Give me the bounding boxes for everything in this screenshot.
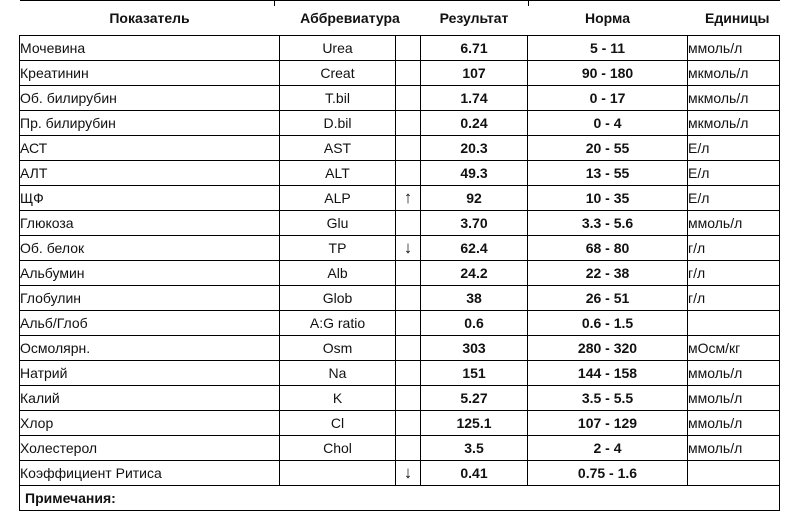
flag-arrow-icon — [396, 86, 421, 111]
table-body — [20, 36, 780, 486]
table-row — [20, 386, 780, 411]
result-cell: 5.27 — [421, 386, 528, 411]
result-cell: 1.74 — [421, 86, 528, 111]
norm-cell: 280 - 320 — [528, 336, 688, 361]
indicator-cell: АЛТ — [20, 161, 280, 186]
flag-arrow-icon — [396, 261, 421, 286]
table-row — [20, 236, 780, 261]
result-cell: 107 — [421, 61, 528, 86]
units-cell: мкмоль/л — [688, 61, 780, 86]
lab-results-table — [19, 0, 780, 511]
abbreviation-cell: ALP — [280, 186, 396, 211]
abbreviation-cell: Chol — [280, 436, 396, 461]
table-row — [20, 411, 780, 436]
norm-cell: 5 - 11 — [528, 36, 688, 61]
abbreviation-cell: A:G ratio — [280, 311, 396, 336]
abbreviation-cell: ALT — [280, 161, 396, 186]
abbreviation-cell: Glob — [280, 286, 396, 311]
units-cell — [688, 461, 780, 486]
indicator-cell: Коэффициент Ритиса — [20, 461, 280, 486]
table-header — [20, 1, 780, 36]
abbreviation-cell: Creat — [280, 61, 396, 86]
table-row — [20, 311, 780, 336]
result-cell: 20.3 — [421, 136, 528, 161]
indicator-cell: АСТ — [20, 136, 280, 161]
norm-cell: 3.5 - 5.5 — [528, 386, 688, 411]
indicator-cell: Натрий — [20, 361, 280, 386]
abbreviation-cell: D.bil — [280, 111, 396, 136]
table-row — [20, 111, 780, 136]
norm-cell: 3.3 - 5.6 — [528, 211, 688, 236]
table-row — [20, 161, 780, 186]
indicator-cell: Мочевина — [20, 36, 280, 61]
units-cell: Е/л — [688, 136, 780, 161]
table-row — [20, 86, 780, 111]
units-cell: ммоль/л — [688, 211, 780, 236]
notes-label: Примечания: — [20, 486, 780, 511]
indicator-cell: Пр. билирубин — [20, 111, 280, 136]
abbreviation-cell: Urea — [280, 36, 396, 61]
indicator-cell: Калий — [20, 386, 280, 411]
units-cell: мкмоль/л — [688, 86, 780, 111]
header-units: Единицы — [688, 1, 780, 36]
abbreviation-cell: Cl — [280, 411, 396, 436]
norm-cell: 0.6 - 1.5 — [528, 311, 688, 336]
result-cell: 0.6 — [421, 311, 528, 336]
result-cell: 0.24 — [421, 111, 528, 136]
table-row — [20, 186, 780, 211]
units-cell: г/л — [688, 236, 780, 261]
abbreviation-cell: Alb — [280, 261, 396, 286]
table-row — [20, 361, 780, 386]
table-row — [20, 211, 780, 236]
abbreviation-cell: Na — [280, 361, 396, 386]
units-cell: г/л — [688, 286, 780, 311]
norm-cell: 0 - 4 — [528, 111, 688, 136]
notes-section — [20, 486, 780, 511]
abbreviation-cell — [280, 461, 396, 486]
flag-arrow-icon — [396, 411, 421, 436]
norm-cell: 0.75 - 1.6 — [528, 461, 688, 486]
units-cell: ммоль/л — [688, 436, 780, 461]
units-cell: Е/л — [688, 186, 780, 211]
result-cell: 3.70 — [421, 211, 528, 236]
notes-row — [20, 486, 780, 511]
result-cell: 3.5 — [421, 436, 528, 461]
flag-arrow-icon — [396, 311, 421, 336]
flag-arrow-icon — [396, 36, 421, 61]
units-cell: ммоль/л — [688, 36, 780, 61]
result-cell: 6.71 — [421, 36, 528, 61]
norm-cell: 26 - 51 — [528, 286, 688, 311]
abbreviation-cell: T.bil — [280, 86, 396, 111]
result-cell: 24.2 — [421, 261, 528, 286]
header-abbreviation: Аббревиатура — [280, 1, 421, 36]
norm-cell: 20 - 55 — [528, 136, 688, 161]
units-cell: ммоль/л — [688, 386, 780, 411]
flag-arrow-icon — [396, 61, 421, 86]
result-cell: 303 — [421, 336, 528, 361]
flag-arrow-icon — [396, 136, 421, 161]
flag-arrow-icon: ↓ — [396, 461, 421, 486]
indicator-cell: Об. белок — [20, 236, 280, 261]
norm-cell: 10 - 35 — [528, 186, 688, 211]
units-cell: ммоль/л — [688, 411, 780, 436]
table-row — [20, 336, 780, 361]
norm-cell: 107 - 129 — [528, 411, 688, 436]
indicator-cell: Альб/Глоб — [20, 311, 280, 336]
abbreviation-cell: Osm — [280, 336, 396, 361]
header-indicator: Показатель — [20, 1, 280, 36]
units-cell: г/л — [688, 261, 780, 286]
flag-arrow-icon — [396, 286, 421, 311]
indicator-cell: Альбумин — [20, 261, 280, 286]
abbreviation-cell: Glu — [280, 211, 396, 236]
flag-arrow-icon — [396, 386, 421, 411]
table-row — [20, 261, 780, 286]
flag-arrow-icon: ↑ — [396, 186, 421, 211]
abbreviation-cell: K — [280, 386, 396, 411]
header-norm: Норма — [528, 1, 688, 36]
abbreviation-cell: AST — [280, 136, 396, 161]
indicator-cell: Об. билирубин — [20, 86, 280, 111]
indicator-cell: Хлор — [20, 411, 280, 436]
indicator-cell: Осмолярн. — [20, 336, 280, 361]
norm-cell: 13 - 55 — [528, 161, 688, 186]
indicator-cell: Глюкоза — [20, 211, 280, 236]
table-row — [20, 136, 780, 161]
indicator-cell: Холестерол — [20, 436, 280, 461]
result-cell: 0.41 — [421, 461, 528, 486]
norm-cell: 90 - 180 — [528, 61, 688, 86]
indicator-cell: Креатинин — [20, 61, 280, 86]
flag-arrow-icon — [396, 361, 421, 386]
norm-cell: 144 - 158 — [528, 361, 688, 386]
table-row — [20, 461, 780, 486]
table-row — [20, 36, 780, 61]
norm-cell: 22 - 38 — [528, 261, 688, 286]
indicator-cell: ЩФ — [20, 186, 280, 211]
result-cell: 38 — [421, 286, 528, 311]
result-cell: 92 — [421, 186, 528, 211]
norm-cell: 0 - 17 — [528, 86, 688, 111]
flag-arrow-icon: ↓ — [396, 236, 421, 261]
table-row — [20, 436, 780, 461]
flag-arrow-icon — [396, 111, 421, 136]
header-result: Результат — [421, 1, 528, 36]
result-cell: 49.3 — [421, 161, 528, 186]
units-cell: ммоль/л — [688, 361, 780, 386]
norm-cell: 68 - 80 — [528, 236, 688, 261]
result-cell: 151 — [421, 361, 528, 386]
table-row — [20, 286, 780, 311]
table-row — [20, 61, 780, 86]
abbreviation-cell: TP — [280, 236, 396, 261]
norm-cell: 2 - 4 — [528, 436, 688, 461]
units-cell: мкмоль/л — [688, 111, 780, 136]
result-cell: 62.4 — [421, 236, 528, 261]
result-cell: 125.1 — [421, 411, 528, 436]
flag-arrow-icon — [396, 336, 421, 361]
units-cell: мОсм/кг — [688, 336, 780, 361]
flag-arrow-icon — [396, 436, 421, 461]
units-cell: Е/л — [688, 161, 780, 186]
flag-arrow-icon — [396, 211, 421, 236]
flag-arrow-icon — [396, 161, 421, 186]
indicator-cell: Глобулин — [20, 286, 280, 311]
units-cell — [688, 311, 780, 336]
